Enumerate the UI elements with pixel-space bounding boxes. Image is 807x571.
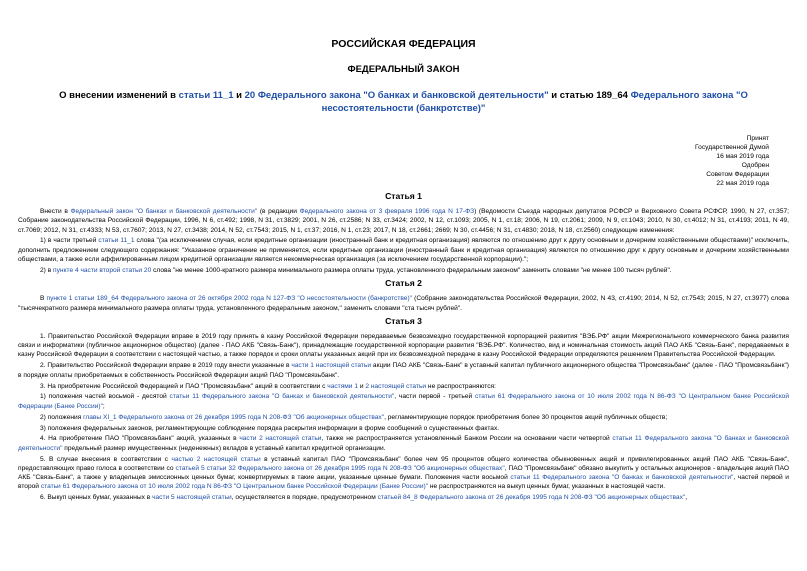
doc-link[interactable]: статьи 11 Федерального закона "О банках и банковской деятельности" [18,435,789,452]
article-1-paragraph [18,236,789,264]
doc-link[interactable]: пункте 1 статьи 189_64 Федерального закона от 26 октября 2002 года N 127-ФЗ "О несостоятельности (банкротстве)" [46,295,413,303]
article-3-paragraph [18,413,789,422]
article-3-paragraph [18,434,789,453]
article-1-paragraph [18,266,789,275]
article-3-paragraph [18,382,789,391]
title-link-article-11-1[interactable]: статьи 11_1 [178,90,234,101]
text: 1) в части третьей [40,237,99,245]
adoption-line: Одобрен [741,162,769,169]
doc-link[interactable]: статьи 11 Федерального закона "О банках и банковской деятельности" [169,393,395,401]
text: слова "(за исключением случая, если кредитные организации (иностранный банк и кредитная организация) являются по отношению друг к другу основным и дочерним хозяйственными обществами)" исключить, дополнить предложением следующего содержания: "Указанное ограничение не применяется, если кредитные организации (иностранный банк и кредитная организация) являются по отношению друг к другу основным и дочерним хозяйственными обществами, а также если аффилированным лицом кредитной организации является некоммерческая организация (за исключением государственной корпорации)."; [18,237,789,264]
article-2-paragraph [18,294,789,313]
text: слова "не менее 1000-кратного размера минимального размера оплаты труда, установленного федеральным законом" заменить словами "не менее 100 тысяч рублей". [151,266,672,274]
law-title [58,89,749,115]
text: и [358,382,366,390]
law-type-heading: ФЕДЕРАЛЬНЫЙ ЗАКОН [347,64,460,75]
text: 1) положения частей восьмой - десятой [40,393,170,401]
doc-link[interactable]: частями 1 [327,382,358,390]
article-1-heading: Статья 1 [385,191,422,201]
article-3-paragraph [18,424,789,433]
article-3-paragraph [18,455,789,492]
adoption-line: 16 мая 2019 года [716,153,769,160]
text: (Собрание законодательства Российской Федерации, 2002, N 43, ст.4190; 2014, N 52, ст.7543; 2015, N 27, ст.3977) слова "тысячекратного размера минимального размера оплаты труда, установленного федеральным законом," заменить словами "ста тысяч рублей". [18,295,789,312]
text: 6. Выкуп ценных бумаг, указанных в [40,494,153,502]
doc-link[interactable]: Федеральный закон "О банках и банковской деятельности" [70,208,258,215]
text: в уставный капитал ПАО "Промсвязьбанк" более чем 95 процентов общего количества обыкновенных акций и привилегированных акций ПАО АКБ "Связь-Банк", предоставляющих право голоса в соответствии со [18,455,790,472]
doc-link[interactable]: статьи 11 Федерального закона "О банках и банковской деятельности" [510,474,734,482]
title-link-article-20[interactable]: 20 Федерального закона "О банках и банковской деятельности" [244,90,549,101]
adoption-line: 22 мая 2019 года [716,180,769,187]
text: , части первой - третьей [394,393,476,401]
doc-link[interactable]: главы XI_1 Федерального закона от 26 декабря 1995 года N 208-ФЗ "Об акционерных обществах" [83,413,385,421]
text: В [40,295,47,303]
text: (в редакции [257,208,300,215]
text: 1. Правительство Российской Федерации вправе в 2019 году принять в казну Российской Федерации передаваемые безвозмездно государственной корпорацией развития "ВЭБ.РФ" акции Межрегионального коммерческого банка развития связи и информатики (публичное акционерное общество) (далее - ПАО АКБ "Связь-Банк"), принадлежащие государственной корпорации развития "ВЭБ.РФ". Количество, вид и номинальная стоимость акций ПАО АКБ "Связь-Банк", передаваемых в казну Российской Федерации в соответствии с настоящей частью, а также порядок и сроки оплаты указанных акций при их безвозмездной передаче в казну Российской Федерации определяются решением Правительства Российской Федерации. [18,332,789,359]
text: 2) положения [40,413,84,421]
adoption-line: Государственной Думой [695,144,769,151]
text: предельный размер имущественных (неденежных) вкладов в уставный капитал кредитной организации. [62,444,386,452]
article-2-heading: Статья 2 [385,278,422,289]
article-3-paragraph [18,361,789,380]
article-3-heading: Статья 3 [385,315,422,326]
title-link-bankruptcy-law[interactable]: Федерального закона "О несостоятельности (банкротстве)" [321,90,748,114]
adoption-block [18,134,789,188]
text: акции ПАО АКБ "Связь-Банк" в уставный капитал публичного акционерного общества "Промсвязьбанк" (далее - ПАО "Промсвязьбанк") в порядке оплаты приобретаемых в собственность Российской Федерации акций ПАО "Промсвязьбанк". [18,362,789,379]
doc-link[interactable]: части 1 настоящей статьи [291,362,372,370]
country-heading: РОССИЙСКАЯ ФЕДЕРАЦИЯ [331,38,476,50]
text: , осуществляется в порядке, предусмотренном [231,494,378,502]
text: 4. На приобретение ПАО "Промсвязьбанк" акций, указанных в [40,435,240,443]
text: не распространяются на выкуп ценных бумаг, указанных в настоящей части. [428,483,666,491]
text: 5. В случае внесения в соответствии с [40,455,172,463]
text: , [685,494,688,502]
text: 3. На приобретение Российской Федерацией и ПАО "Промсвязьбанк" акций в соответствии с [40,382,328,390]
doc-link[interactable]: статьей 84_8 Федерального закона от 26 декабря 1995 года N 208-ФЗ "Об акционерных обществах" [377,494,686,502]
article-1-paragraph [18,207,789,235]
doc-link[interactable]: части 2 настоящей статьи [239,435,322,443]
text: 2. Правительство Российской Федерации вправе в 2019 году внести указанные в [40,362,292,370]
adoption-line: Советом Федерации [706,171,769,178]
doc-link[interactable]: пункте 4 части второй статьи 20 [53,266,152,274]
text: , регламентирующие порядок приобретения более 30 процентов акций публичных обществ; [384,413,668,421]
text: ; [102,402,105,410]
doc-link[interactable]: 2 настоящей статьи [365,382,427,390]
title-text: О внесении изменений в [59,90,179,101]
doc-link[interactable]: статьи 11_1 [98,237,135,245]
article-3-paragraph [18,392,789,411]
doc-link[interactable]: статьи 61 Федерального закона от 10 июля 2002 года N 86-ФЗ "О Центральном банке Российской Федерации (Банке России)" [40,483,429,491]
doc-link[interactable]: части 5 настоящей статьи [152,494,232,502]
text: , ПАО "Промсвязьбанк" обязано выкупить у остальных акционеров - владельцев акций ПАО АКБ "Связь-Банк", а также у владельцев эмиссионных ценных бумаг, конвертируемых в такие акции, указанные ценные бумаги. Положения части восьмой [18,464,789,482]
text: 3) положения федеральных законов, регламентирующие соблюдение порядка раскрытия информации в форме сообщений о существенных фактах. [40,424,500,432]
doc-link[interactable]: Федерального закона от 3 февраля 1996 года N 17-ФЗ [299,208,475,215]
text: Внести в [40,208,71,215]
title-text: и [233,90,245,101]
text: 2) в [40,266,54,274]
doc-link[interactable]: статьи 61 Федерального закона от 10 июля 2002 года N 86-ФЗ "О Центральном банке Российской Федерации (Банке России)" [18,393,790,410]
title-text: и статью 189_64 [548,90,631,101]
doc-link[interactable]: частью 2 настоящей статьи [171,455,261,463]
text: , также не распространяется установленный Банком России на основании части четвертой [321,435,613,443]
article-3-paragraph [18,493,789,502]
text: не распространяются: [426,382,496,390]
text: , частей первой и второй [18,474,789,491]
text: ) (Ведомости Съезда народных депутатов РСФСР и Верховного Совета РСФСР, 1990, N 27, ст.357; Собрание законодательства Российской Федерации, 1996, N 6, ст.492; 1998, N 31, ст.3829; 2001, N 26, ст.2586; N 33, ст.3424; 2002, N 12, ст.1093; 2005, N 1, ст.18; 2006, N 19, ст.2061; 2009, N 9, ст.1043; 2010, N 30, ст.4012; N 31, ст.4193; 2011, N 49, ст.7069; 2012, N 31, ст.4333; N 53, ст.7607; 2013, N 27, ст.3438; 2014, N 52, ст.7543; 2015, N 1, ст.37; 2016, N 1, ст.23; 2017, N 18, ст.2661; 2669; N 30, ст.4456; N 31, ст.4830; 2018, N 18, ст.2560) следующие изменения: [18,208,789,234]
article-3-paragraph [18,332,789,360]
adoption-line: Принят [746,135,769,142]
doc-link[interactable]: статьей 5 статьи 32 Федерального закона от 26 декабря 1995 года N 208-ФЗ "Об акционерных обществах" [175,464,505,472]
